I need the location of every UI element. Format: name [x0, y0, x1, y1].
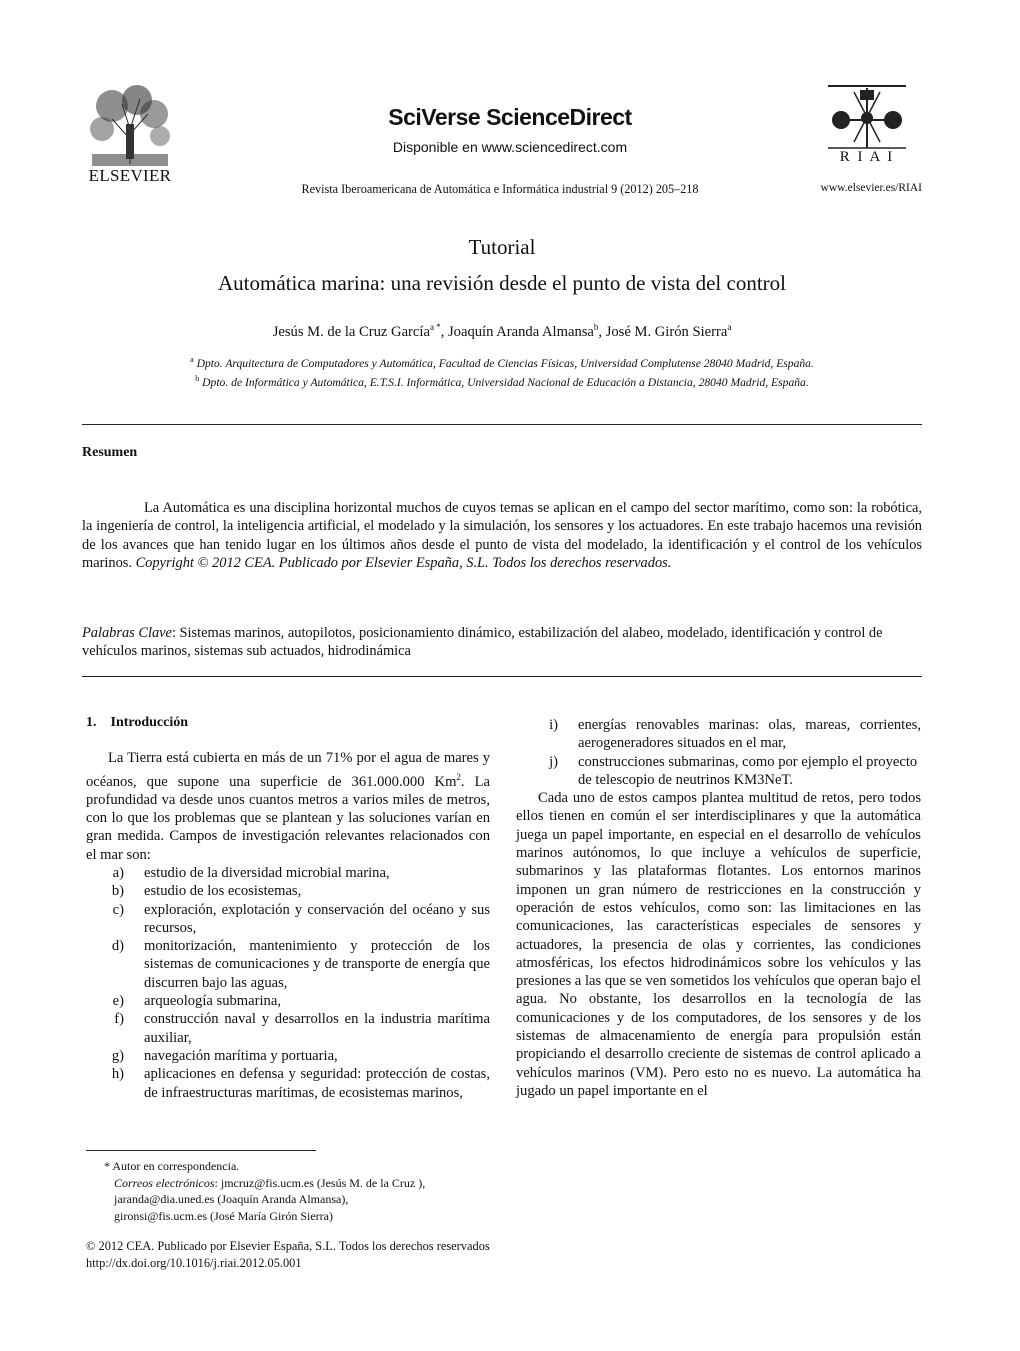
abstract-copyright: Copyright © 2012 CEA. Publicado por Elsevier España, S.L. Todos los derechos reservados.: [135, 554, 672, 571]
list-item: e) arqueología submarina,: [112, 993, 281, 1010]
list-item: j) construcciones submarinas, como por ejemplo el proyecto de telescopio de neutrinos KM3NeT.: [549, 753, 918, 788]
author-name: José M. Girón Sierra: [605, 323, 728, 340]
author-name: Jesús M. de la Cruz García: [272, 323, 430, 340]
article-title: Automática marina: una revisión desde el punto de vista del control: [217, 271, 786, 295]
research-list: [86, 864, 490, 1102]
section-heading: 1. Introducción: [86, 715, 189, 730]
list-item: d) monitorización, mantenimiento y protección de los sistemas de comunicaciones y de transporte de energía que discurren bajo las aguas,: [111, 938, 490, 991]
right-column: [516, 716, 921, 1100]
divider: [82, 424, 922, 425]
affiliations: [0, 352, 1004, 390]
list-item: h) aplicaciones en defensa y seguridad: protección de costas, de infraestructuras marítimas, de ecosistemas marinos,: [111, 1066, 490, 1101]
elsevier-logo: [82, 84, 178, 184]
riai-emblem-icon: [826, 84, 908, 150]
intro-paragraph: La Tierra está cubierta en más de un 71% por el agua de mares y océanos, que supone una superficie de 361.000.000 Km$^2$. La profundidad va desde unos cuantos metros a varios miles de metros, con lo que los problemas que se plantean y las soluciones varían en gran medida. Campos de investigación relevantes relacionados con el mar son:: [86, 750, 490, 863]
keywords-label: Palabras Clave: [82, 625, 172, 641]
abstract-heading: Resumen: [82, 445, 138, 460]
author-sup: a: [727, 322, 732, 332]
journal-url[interactable]: www.elsevier.es/RIAI: [820, 182, 922, 194]
author-list: Jesús M. de la Cruz García$^{a *}$, Joaquín Aranda Almansa$^b$, José M. Girón Sierra$^a$: [272, 322, 732, 340]
footnote-email[interactable]: jaranda@dia.uned.es (Joaquín Aranda Almansa),: [114, 1192, 349, 1206]
author-sup: b: [593, 322, 599, 332]
list-item: b) estudio de los ecosistemas,: [111, 883, 302, 900]
footnote-email[interactable]: gironsi@fis.ucm.es (José María Girón Sierra): [114, 1208, 333, 1223]
available-text: Disponible en www.sciencedirect.com: [392, 139, 628, 155]
elsevier-tree-icon: [82, 84, 178, 168]
keywords-list: : Sistemas marinos, autopilotos, posicionamiento dinámico, estabilización del alabeo, modelado, identificación y control de vehículos marinos, sistemas sub actuados, hidrodinámica: [82, 625, 883, 660]
riai-wordmark: R I A I: [839, 149, 895, 165]
footnote-emails: Correos electrónicos: jmcruz@fis.ucm.es (Jesús M. de la Cruz ),: [114, 1175, 426, 1190]
affiliation-line: $^b$ Dpto. de Informática y Automática, E.T.S.I. Informática, Universidad Nacional de Educación a Distancia, 28040 Madrid, España.: [195, 373, 809, 389]
footer-doi[interactable]: http://dx.doi.org/10.1016/j.riai.2012.05.001: [86, 1256, 302, 1270]
left-column: [86, 714, 490, 1102]
keywords: [82, 624, 922, 661]
divider: [82, 676, 922, 677]
list-item: g) navegación marítima y portuaria,: [111, 1047, 338, 1064]
article-type: Tutorial: [468, 235, 536, 259]
elsevier-wordmark: ELSEVIER: [88, 166, 172, 185]
list-item: i) energías renovables marinas: olas, mareas, corrientes, aerogeneradores situados en el mar,: [549, 717, 921, 752]
abstract-body: La Automática es una disciplina horizontal muchos de cuyos temas se aplican en el campo del sector marítimo, como son: la robótica, la ingeniería de control, la inteligencia artificial, el modelado y la simulación, los sensores y los actuadores. En este trabajo hacemos una revisión de los avances que han tenido lugar en los últimos años desde el punto de vista del modelado, la identificación y el control de los vehículos marinos. Copyright © 2012 CEA. Publicado por Elsevier España, S.L. Todos los derechos reservados.: [82, 500, 922, 571]
footnote-star: * Autor en correspondencia.: [104, 1159, 240, 1173]
affiliation-line: $^a$ Dpto. Arquitectura de Computadores y Automática, Facultad de Ciencias Físicas, Universidad Complutense 28040 Madrid, España.: [190, 355, 814, 370]
author-name: Joaquín Aranda Almansa: [447, 323, 594, 340]
riai-logo: [826, 84, 908, 168]
list-item: f) construcción naval y desarrollos en la industria marítima auxiliar,: [114, 1011, 490, 1046]
list-item: c) exploración, explotación y conservación del océano y sus recursos,: [112, 901, 490, 936]
footer-copyright: © 2012 CEA. Publicado por Elsevier España, S.L. Todos los derechos reservados: [86, 1239, 490, 1253]
intro-paragraph: Cada uno de estos campos plantea multitud de retos, pero todos ellos tienen en común el ser interdisciplinares y que la automática juega un papel importante, en especial en el desarrollo de vehículos marinos autónomos, lo que incluye a vehículos de superficie, submarinos y las plataformas flotantes. Los entornos marinos imponen un gran número de restricciones en la construcción y operación de estos vehículos, como son: las limitaciones en las comunicaciones, las características especiales de sensores y actuadores, la presencia de olas y corrientes, las condiciones atmosféricas, los efectos hidrodinámicos sobre los vehículos y las presiones a las que se ven sometidos los vehículos que operan bajo el agua. No obstante, los desarrollos en la tecnología de las comunicaciones y de los computadores, de los sensores y de los sistemas de almacenamiento de energía para propulsión están propiciando el desarrollo creciente de sistemas de control aplicado a vehículos marinos (VM). Pero esto no es nuevo. La automática ha jugado un papel importante en el: [516, 790, 921, 1099]
list-item: a) estudio de la diversidad microbial marina,: [112, 864, 390, 881]
sciverse-brand: SciVerse ScienceDirect: [388, 104, 632, 130]
author-sup: a *: [429, 322, 441, 332]
footnote-divider: [86, 1150, 316, 1151]
footnote: [104, 1158, 524, 1224]
journal-line: Revista Iberoamericana de Automática e Informática industrial 9 (2012) 205–218: [301, 182, 699, 196]
